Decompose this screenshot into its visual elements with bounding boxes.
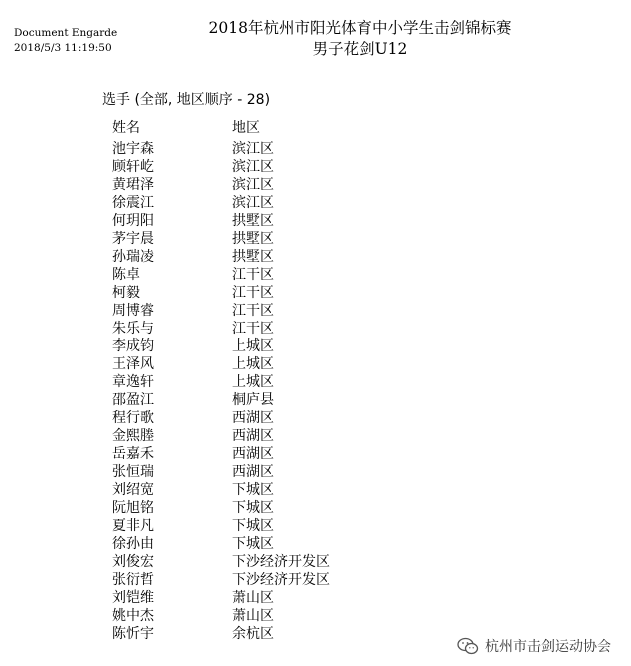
event-title: 男子花剑U12 xyxy=(312,40,408,58)
fencer-name: 岳嘉禾 xyxy=(112,446,154,463)
fencer-region: 下沙经济开发区 xyxy=(232,571,330,588)
fencer-region: 滨江区 xyxy=(232,194,274,211)
timestamp: 2018/5/3 11:19:50 xyxy=(14,42,112,54)
table-row xyxy=(112,428,432,446)
fencer-region: 江干区 xyxy=(232,284,274,301)
fencer-region: 江干区 xyxy=(232,266,274,283)
app-name: Document Engarde xyxy=(14,27,118,39)
fencer-name: 周博睿 xyxy=(112,302,154,319)
table-row xyxy=(112,374,432,392)
fencer-name: 顾轩屹 xyxy=(112,158,154,175)
table-row xyxy=(112,446,432,464)
fencer-region: 拱墅区 xyxy=(232,230,274,247)
fencer-region: 滨江区 xyxy=(232,141,274,157)
fencer-region: 滨江区 xyxy=(232,176,274,193)
table-row xyxy=(112,249,432,267)
table-row xyxy=(112,590,432,608)
fencer-region: 下城区 xyxy=(232,518,274,535)
fencer-region: 拱墅区 xyxy=(232,248,274,265)
table-row xyxy=(112,392,432,410)
fencer-name: 刘俊宏 xyxy=(112,553,154,570)
table-row xyxy=(112,608,432,626)
list-heading: 选手 (全部, 地区顺序 - 28) xyxy=(102,92,271,108)
fencer-name: 张恒瑞 xyxy=(112,464,154,481)
fencer-name: 张衍哲 xyxy=(112,571,154,588)
table-row xyxy=(112,303,432,321)
table-row xyxy=(112,554,432,572)
fencer-name: 孙瑞凌 xyxy=(112,248,154,265)
fencer-list xyxy=(112,141,432,644)
fencer-region: 萧山区 xyxy=(232,607,274,624)
fencer-name: 程行歌 xyxy=(112,410,154,427)
fencer-name: 陈忻宇 xyxy=(112,625,154,642)
fencer-name: 李成钧 xyxy=(112,338,154,355)
fencer-name: 阮旭铭 xyxy=(112,500,154,517)
fencer-region: 上城区 xyxy=(232,338,274,355)
table-row xyxy=(112,213,432,231)
column-headers xyxy=(112,118,432,138)
fencer-region: 西湖区 xyxy=(232,428,274,445)
fencer-name: 徐震江 xyxy=(112,194,154,211)
table-row xyxy=(112,464,432,482)
table-row xyxy=(112,482,432,500)
fencer-region: 萧山区 xyxy=(232,589,274,606)
column-header-region: 地区 xyxy=(232,120,260,136)
fencer-name: 王泽风 xyxy=(112,356,154,373)
table-row xyxy=(112,572,432,590)
fencer-region: 上城区 xyxy=(232,374,274,391)
competition-title: 2018年杭州市阳光体育中小学生击剑锦标赛 xyxy=(208,19,512,37)
table-row xyxy=(112,141,432,159)
wechat-icon xyxy=(457,637,479,655)
fencer-region: 西湖区 xyxy=(232,410,274,427)
fencer-name: 刘绍宽 xyxy=(112,482,154,499)
fencer-name: 刘铠维 xyxy=(112,589,154,606)
fencer-region: 下城区 xyxy=(232,500,274,517)
watermark xyxy=(457,636,611,656)
watermark-text: 杭州市击剑运动协会 xyxy=(485,639,611,655)
table-row xyxy=(112,338,432,356)
table-row xyxy=(112,231,432,249)
fencer-region: 滨江区 xyxy=(232,158,274,175)
table-row xyxy=(112,159,432,177)
fencer-region: 拱墅区 xyxy=(232,212,274,229)
document-meta xyxy=(14,26,117,56)
fencer-region: 余杭区 xyxy=(232,625,274,642)
fencer-name: 茅宇晨 xyxy=(112,230,154,247)
table-row xyxy=(112,356,432,374)
fencer-region: 下城区 xyxy=(232,482,274,499)
table-row xyxy=(112,267,432,285)
fencer-region: 上城区 xyxy=(232,356,274,373)
fencer-name: 徐孙由 xyxy=(112,535,154,552)
fencer-name: 章逸轩 xyxy=(112,374,154,391)
table-row xyxy=(112,285,432,303)
fencer-name: 邵盈江 xyxy=(112,392,154,409)
fencer-name: 陈卓 xyxy=(112,266,140,283)
table-row xyxy=(112,410,432,428)
fencer-name: 朱乐与 xyxy=(112,320,154,337)
table-row xyxy=(112,500,432,518)
column-header-name: 姓名 xyxy=(112,120,140,136)
table-row xyxy=(112,518,432,536)
fencer-name: 金熙塍 xyxy=(112,428,154,445)
table-row xyxy=(112,321,432,339)
fencer-region: 江干区 xyxy=(232,302,274,319)
fencer-region: 西湖区 xyxy=(232,464,274,481)
fencer-name: 黄珺泽 xyxy=(112,176,154,193)
fencer-region: 江干区 xyxy=(232,320,274,337)
fencer-region: 西湖区 xyxy=(232,446,274,463)
fencer-region: 桐庐县 xyxy=(232,392,274,409)
table-row xyxy=(112,536,432,554)
fencer-name: 何玥阳 xyxy=(112,212,154,229)
fencer-region: 下城区 xyxy=(232,535,274,552)
fencer-region: 下沙经济开发区 xyxy=(232,553,330,570)
table-row xyxy=(112,626,432,644)
fencer-name: 池宇森 xyxy=(112,141,154,157)
table-row xyxy=(112,195,432,213)
fencer-name: 柯毅 xyxy=(112,284,140,301)
document-title xyxy=(180,18,540,60)
fencer-name: 姚中杰 xyxy=(112,607,154,624)
fencer-name: 夏非凡 xyxy=(112,518,154,535)
table-row xyxy=(112,177,432,195)
